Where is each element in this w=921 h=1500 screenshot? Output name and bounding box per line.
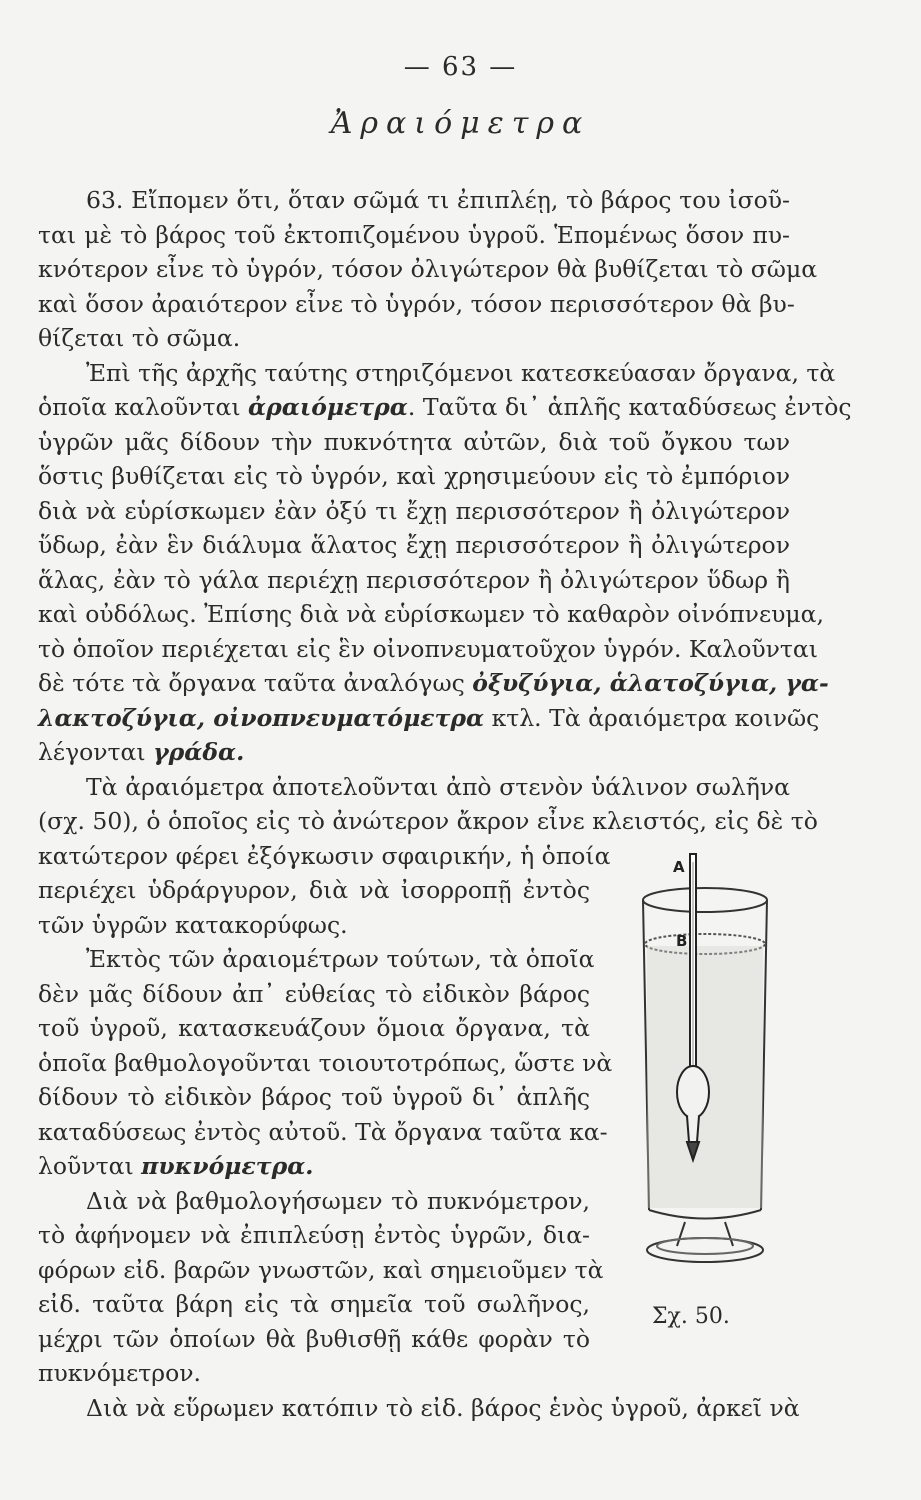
text-span: καταδύσεως ἐντὸς αὐτοῦ. Τὰ ὄργανα ταῦτα κα- <box>38 1117 608 1146</box>
text-span: ται μὲ τὸ βάρος τοῦ ἐκτοπιζομένου ὑγροῦ. Ἑπομένως ὅσον πυ- <box>38 220 790 249</box>
text-span: δίδουν τὸ εἰδικὸν βάρος τοῦ ὑγροῦ δι᾽ ἁπλῆς <box>38 1083 590 1111</box>
section-title: Ἀραιόμετρα <box>330 106 591 141</box>
text-span: δὲ τότε τὰ ὄργανα ταῦτα ἀναλόγως <box>38 669 473 697</box>
text-line <box>38 218 790 252</box>
text-span: δὲν μᾶς δίδουν ἀπ᾽ εὐθείας τὸ εἰδικὸν βάρος <box>38 979 590 1008</box>
text-span: ὕδωρ, ἐὰν ἓν διάλυμα ἅλατος ἔχῃ περισσότερον ἢ ὀλιγώτερον <box>38 531 790 559</box>
text-span: Ἐκτὸς τῶν ἀραιομέτρων τούτων, τὰ ὁποῖα <box>86 945 595 973</box>
text-span: (σχ. 50), ὁ ὁποῖος εἰς τὸ ἀνώτερον ἄκρον εἶνε κλειστός, εἰς δὲ τὸ <box>38 807 818 835</box>
cylinder-rim <box>643 888 767 912</box>
text-span: 63. Εἴπομεν ὅτι, ὅταν σῶμά τι ἐπιπλέῃ, τὸ βάρος του ἰσοῦ- <box>86 186 790 214</box>
text-span: εἰδ. ταῦτα βάρη εἰς τὰ σημεῖα τοῦ σωλῆνος, <box>38 1290 590 1318</box>
text-line <box>38 494 790 528</box>
text-line <box>38 735 790 769</box>
text-line <box>38 183 790 217</box>
text-span: μέχρι τῶν ὁποίων θὰ βυθισθῇ κάθε φορὰν τὸ <box>38 1324 590 1353</box>
text-line <box>38 390 852 424</box>
emphasized-term: γράδα. <box>153 738 245 766</box>
text-span: Διὰ νὰ εὕρωμεν κατόπιν τὸ εἰδ. βάρος ἑνὸς ὑγροῦ, ἀρκεῖ νὰ <box>86 1393 800 1422</box>
emphasized-term: λακτοζύγια, οἰνοπνευματόμετρα <box>38 703 485 732</box>
text-line <box>38 1391 800 1425</box>
text-line <box>38 666 829 700</box>
text-span: . Ταῦτα δι᾽ ἁπλῆς καταδύσεως ἐντὸς <box>407 393 852 421</box>
text-span: Διὰ νὰ βαθμολογήσωμεν τὸ πυκνόμετρον, <box>86 1186 590 1215</box>
text-span: κνότερον εἶνε τὸ ὑγρόν, τόσον ὀλιγώτερον θὰ βυθίζεται τὸ σῶμα <box>38 255 818 283</box>
text-span: ὅστις βυθίζεται εἰς τὸ ὑγρόν, καὶ χρησιμεύουν εἰς τὸ ἐμπόριον <box>38 462 790 490</box>
emphasized-term: ὀξυζύγια, ἁλατοζύγια, γα- <box>472 669 829 697</box>
text-line <box>38 356 836 390</box>
text-span: φόρων εἰδ. βαρῶν γνωστῶν, καὶ σημειοῦμεν τὰ <box>38 1255 604 1284</box>
text-line <box>38 1011 590 1045</box>
text-line <box>38 1218 590 1252</box>
text-span: καὶ ὅσον ἀραιότερον εἶνε τὸ ὑγρόν, τόσον περισσότερον θὰ βυ- <box>38 289 795 318</box>
text-line <box>38 321 790 355</box>
text-line <box>38 597 825 631</box>
text-line <box>38 977 590 1011</box>
text-span: ὁποῖα καλοῦνται <box>38 393 249 421</box>
text-line <box>38 425 790 459</box>
text-line <box>38 908 590 942</box>
text-span: θίζεται τὸ σῶμα. <box>38 324 241 352</box>
text-span: ὑγρῶν μᾶς δίδουν τὴν πυκνότητα αὐτῶν, διὰ τοῦ ὄγκου των <box>38 427 790 456</box>
text-span: τῶν ὑγρῶν κατακορύφως. <box>38 910 348 939</box>
text-span: τοῦ ὑγροῦ, κατασκευάζουν ὅμοια ὄργανα, τὰ <box>38 1014 590 1042</box>
text-span: τὸ ὁποῖον περιέχεται εἰς ἓν οἰνοπνευματοῦχον ὑγρόν. Καλοῦνται <box>38 634 819 663</box>
text-line <box>38 1322 590 1356</box>
emphasized-term: πυκνόμετρα. <box>141 1152 314 1180</box>
text-line <box>38 632 819 666</box>
text-line <box>38 1184 590 1218</box>
text-span: ἅλας, ἐὰν τὸ γάλα περιέχῃ περισσότερον ἢ ὀλιγώτερον ὕδωρ ἢ <box>38 565 790 594</box>
text-span: λοῦνται <box>38 1152 142 1180</box>
text-span: κατώτερον φέρει ἐξόγκωσιν σφαιρικήν, ἡ ὁποία <box>38 841 611 870</box>
figure-label-b: B <box>676 932 688 950</box>
emphasized-term: ἀραιόμετρα <box>248 393 408 421</box>
text-line <box>38 804 818 838</box>
text-span: Τὰ ἀραιόμετρα ἀποτελοῦνται ἀπὸ στενὸν ὑάλινον σωλῆνα <box>86 772 790 801</box>
hydrometer-bulb <box>677 1066 709 1118</box>
text-line <box>38 942 595 976</box>
text-line <box>38 287 795 321</box>
text-span: ὁποῖα βαθμολογοῦνται τοιουτοτρόπως, ὥστε νὰ <box>38 1048 613 1077</box>
text-line <box>38 459 790 493</box>
text-line <box>38 1046 613 1080</box>
text-line <box>38 839 611 873</box>
text-line <box>38 770 790 804</box>
text-span: Ἐπὶ τῆς ἀρχῆς ταύτης στηριζόμενοι κατεσκεύασαν ὄργανα, τὰ <box>86 358 836 387</box>
text-span: πυκνόμετρον. <box>38 1359 202 1387</box>
text-line <box>38 252 818 286</box>
text-line <box>38 873 590 907</box>
text-line <box>38 563 790 597</box>
text-span: λέγονται <box>38 738 154 766</box>
text-line <box>38 1115 608 1149</box>
pycnometer-figure <box>615 842 795 1272</box>
text-line <box>38 1080 590 1114</box>
figure-caption: Σχ. 50. <box>652 1304 730 1329</box>
page-number: — 63 — <box>403 52 518 82</box>
text-line <box>38 1356 590 1390</box>
text-line <box>38 1287 590 1321</box>
text-line <box>38 1253 604 1287</box>
text-span: καὶ οὐδόλως. Ἐπίσης διὰ νὰ εὑρίσκωμεν τὸ καθαρὸν οἰνόπνευμα, <box>38 600 825 628</box>
text-span: περιέχει ὑδράργυρον, διὰ νὰ ἰσορροπῇ ἐντὸς <box>38 876 590 904</box>
text-span: κτλ. Τὰ ἀραιόμετρα κοινῶς <box>484 703 820 732</box>
text-span: διὰ νὰ εὑρίσκωμεν ἐὰν ὀξύ τι ἔχῃ περισσότερον ἢ ὀλιγώτερον <box>38 496 790 525</box>
figure-label-a: A <box>673 858 685 876</box>
text-line <box>38 528 790 562</box>
text-line <box>38 1149 590 1183</box>
text-line <box>38 701 820 735</box>
text-span: τὸ ἀφήνομεν νὰ ἐπιπλεύσῃ ἐντὸς ὑγρῶν, δια- <box>38 1221 590 1249</box>
